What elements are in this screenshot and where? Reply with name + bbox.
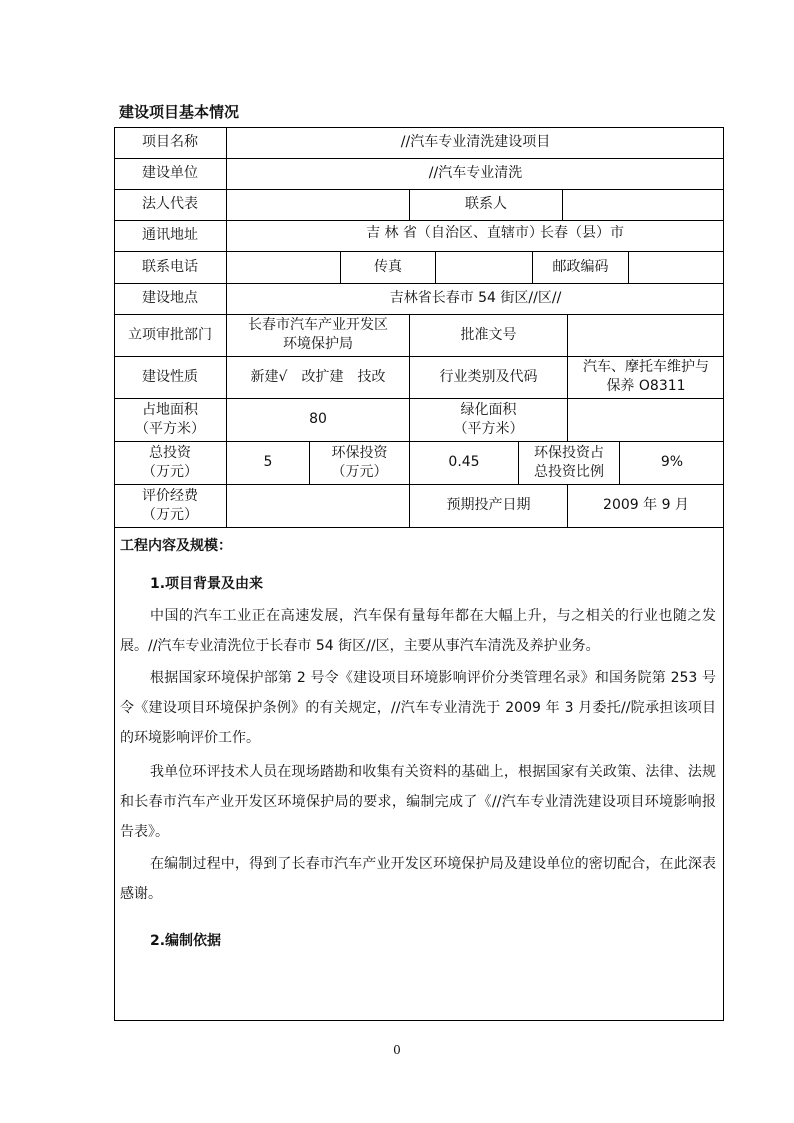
paragraph-background: 中国的汽车工业正在高速发展，汽车保有量每年都在大幅上升，与之相关的行业也随之发展。//汽车专业清洗位于长春市 54 街区//区，主要从事汽车清洗及养护业务。 bbox=[120, 608, 716, 654]
date-label: 预期投产日期 bbox=[446, 497, 531, 513]
phone-value bbox=[227, 251, 340, 283]
nature-label: 建设性质 bbox=[142, 368, 198, 385]
industry-value bbox=[568, 356, 724, 398]
subsection-title-basis: 2.编制依据 bbox=[150, 933, 222, 949]
fax-value bbox=[436, 251, 532, 283]
ratio-value: 9% bbox=[660, 454, 684, 470]
ratio-label-line-1: 环保投资占 bbox=[534, 444, 604, 461]
green-label-line-2: （平方米） bbox=[453, 420, 524, 437]
eval-fee-value bbox=[227, 484, 409, 527]
postcode-value bbox=[629, 251, 724, 283]
site-value: 吉林省长春市 54 街区//区// bbox=[389, 290, 562, 306]
dept-value bbox=[227, 314, 409, 356]
row-divider bbox=[114, 527, 724, 528]
contact-value bbox=[563, 189, 724, 220]
green-label bbox=[410, 398, 567, 441]
dept-line-1: 长春市汽车产业开发区 bbox=[248, 317, 388, 333]
area-label-line-2: （平方米） bbox=[135, 420, 205, 437]
address-city: 长春（县）市 bbox=[540, 224, 624, 241]
approval-no-label: 批准文号 bbox=[460, 326, 517, 343]
invest-label-line-1: 总投资 bbox=[149, 444, 191, 461]
industry-line-1: 汽车、摩托车维护与 bbox=[583, 359, 709, 375]
nature-value: 新建√ 改扩建 技改 bbox=[250, 368, 386, 385]
section-title: 工程内容及规模： bbox=[120, 538, 232, 554]
contact-label: 联系人 bbox=[465, 196, 507, 212]
industry-line-2: 保养 O8311 bbox=[606, 378, 686, 394]
dept-label: 立项审批部门 bbox=[128, 326, 212, 343]
ratio-label-line-2: 总投资比例 bbox=[534, 463, 604, 480]
site-label: 建设地点 bbox=[142, 290, 198, 306]
area-label-line-1: 占地面积 bbox=[142, 401, 198, 418]
area-label bbox=[114, 398, 226, 441]
page-number: 0 bbox=[393, 1043, 401, 1057]
env-invest-value: 0.45 bbox=[448, 454, 480, 470]
fax-label: 传真 bbox=[374, 258, 402, 275]
green-label-line-1: 绿化面积 bbox=[460, 401, 517, 418]
paragraph-regulations: 根据国家环境保护部第 2 号令《建设项目环境影响评价分类管理名录》和国务院第 253 号令《建设项目环境保护条例》的有关规定，//汽车专业清洗于 2009 年 3 月委托//院承担该项目的环境影响评价工作。 bbox=[120, 670, 716, 746]
invest-value: 5 bbox=[263, 454, 273, 470]
env-invest-label-line-1: 环保投资 bbox=[331, 444, 388, 461]
address-label: 通讯地址 bbox=[142, 227, 198, 243]
postcode-label: 邮政编码 bbox=[552, 258, 609, 275]
subsection-title-background: 1.项目背景及由来 bbox=[150, 576, 264, 592]
address-province: 吉 林 省（自治区、直辖市） bbox=[366, 224, 543, 241]
env-invest-label bbox=[310, 441, 409, 484]
page-heading: 建设项目基本情况 bbox=[119, 103, 240, 121]
legal-rep-value bbox=[227, 189, 409, 220]
paragraph-preparation: 我单位环评技术人员在现场踏勘和收集有关资料的基础上，根据国家有关政策、法律、法规和长春市汽车产业开发区环境保护局的要求，编制完成了《//汽车专业清洗建设项目环境影响报告表》。 bbox=[120, 764, 716, 840]
invest-label bbox=[114, 441, 226, 484]
eval-fee-label-line-2: （万元） bbox=[142, 506, 198, 523]
env-invest-label-line-2: （万元） bbox=[331, 463, 388, 480]
date-value: 2009 年 9 月 bbox=[603, 497, 689, 513]
phone-label: 联系电话 bbox=[142, 258, 198, 275]
project-name-label: 项目名称 bbox=[142, 134, 198, 150]
ratio-label bbox=[519, 441, 619, 484]
invest-label-line-2: （万元） bbox=[142, 463, 198, 480]
industry-label: 行业类别及代码 bbox=[439, 368, 538, 385]
dept-line-2: 环境保护局 bbox=[283, 336, 353, 352]
project-name-value: //汽车专业清洗建设项目 bbox=[400, 134, 551, 150]
legal-rep-label: 法人代表 bbox=[142, 196, 198, 212]
unit-value: //汽车专业清洗 bbox=[428, 165, 523, 181]
eval-fee-label-line-1: 评价经费 bbox=[142, 487, 198, 504]
paragraph-acknowledgement: 在编制过程中，得到了长春市汽车产业开发区环境保护局及建设单位的密切配合，在此深表感谢。 bbox=[120, 856, 716, 902]
eval-fee-label bbox=[114, 484, 226, 527]
area-value: 80 bbox=[309, 411, 327, 427]
unit-label: 建设单位 bbox=[142, 165, 198, 181]
approval-no-value bbox=[568, 314, 724, 356]
green-value bbox=[568, 398, 724, 441]
